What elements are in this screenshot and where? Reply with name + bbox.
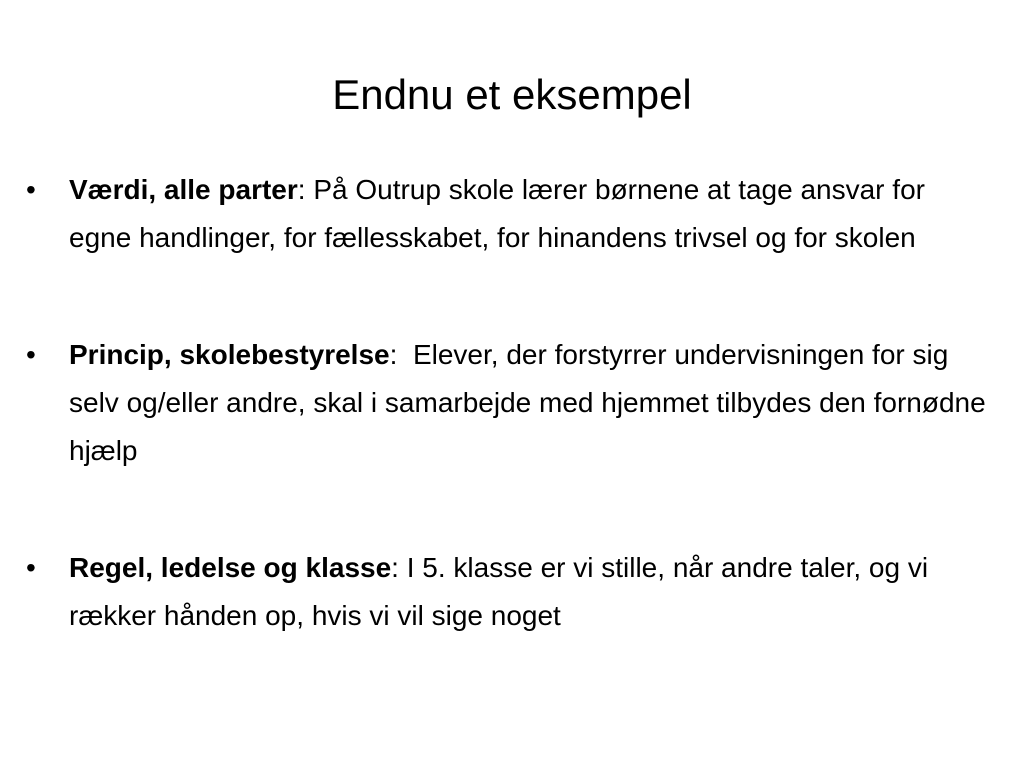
bullet-item-value — [26, 166, 986, 262]
bullet-text: : Elever, der forstyrrer undervisningen for sig selv og/eller andre, skal i samarbejde med hjemmet tilbydes den fornødne hjælp — [69, 339, 994, 466]
bullet-item-rule — [26, 544, 986, 640]
bullet-item-principle — [26, 331, 994, 475]
bullet-heading: Regel, ledelse og klasse — [69, 552, 392, 583]
bullet-heading: Princip, skolebestyrelse — [69, 339, 390, 370]
bullet-icon: • — [26, 174, 36, 205]
bullet-list — [26, 166, 994, 640]
bullet-icon: • — [26, 339, 36, 370]
bullet-icon: • — [26, 552, 36, 583]
slide-title: Endnu et eksempel — [332, 71, 692, 118]
bullet-text: : I 5. klasse er vi stille, når andre taler, og vi rækker hånden op, hvis vi vil sige noget — [69, 552, 929, 631]
bullet-heading: Værdi, alle parter — [69, 174, 298, 205]
bullet-text: : På Outrup skole lærer børnene at tage ansvar for egne handlinger, for fællesskabet, for hinandens trivsel og for skolen — [69, 174, 925, 253]
